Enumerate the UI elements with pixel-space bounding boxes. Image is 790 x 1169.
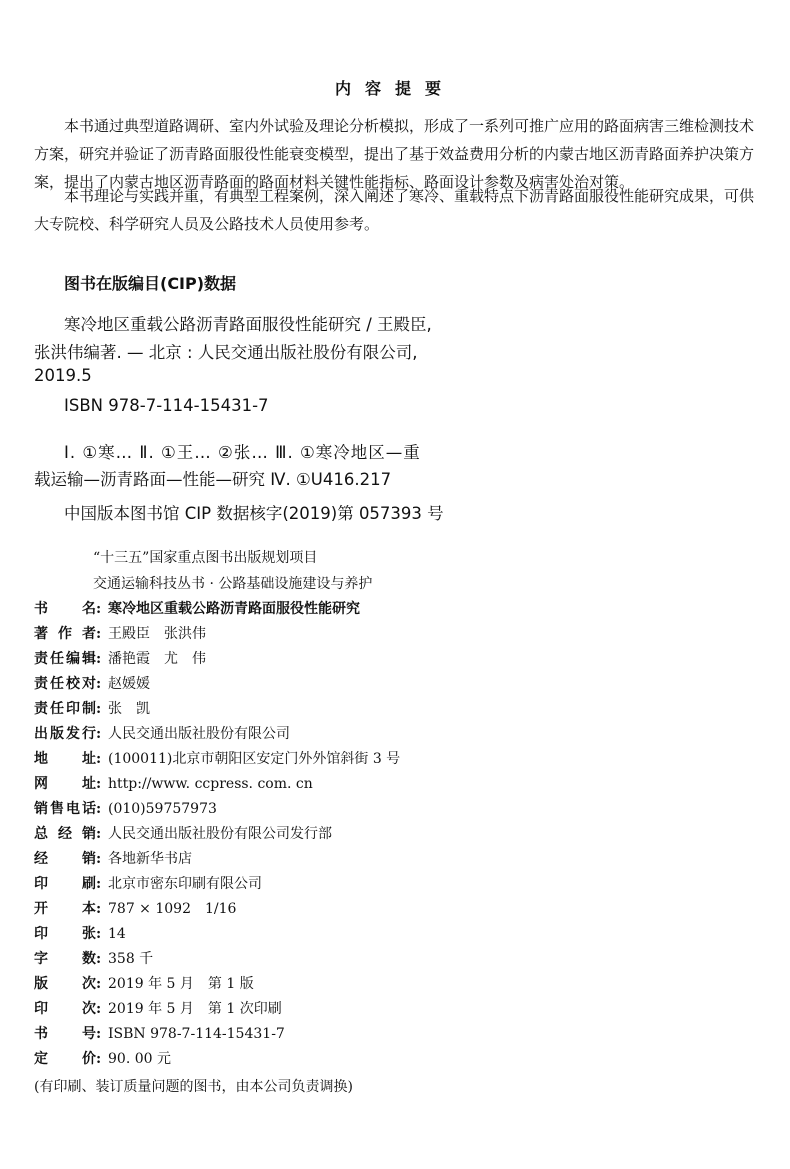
info-row-website: 网址: http://www. ccpress. com. cn bbox=[34, 776, 313, 792]
info-row-proofreader: 责任校对: 赵媛媛 bbox=[34, 676, 150, 692]
info-row-print-supervisor: 责任印制: 张 凯 bbox=[34, 701, 150, 717]
cip-line-subjects: Ⅰ. ①寒… Ⅱ. ①王… ②张… Ⅲ. ①寒冷地区—重 bbox=[64, 443, 421, 462]
cip-line-isbn: ISBN 978-7-114-15431-7 bbox=[64, 396, 269, 415]
info-row-isbn: 书号: ISBN 978-7-114-15431-7 bbox=[34, 1026, 285, 1042]
info-row-printer: 印刷: 北京市密东印刷有限公司 bbox=[34, 876, 262, 892]
info-row-address: 地址: (100011)北京市朝阳区安定门外外馆斜街 3 号 bbox=[34, 751, 401, 767]
footer-note: (有印刷、装订质量问题的图书，由本公司负责调换) bbox=[34, 1079, 353, 1095]
info-row-price: 定价: 90. 00 元 bbox=[34, 1051, 171, 1067]
info-row-editors: 责任编辑: 潘艳霞 尤 伟 bbox=[34, 651, 206, 667]
info-row-distributor: 经销: 各地新华书店 bbox=[34, 851, 192, 867]
info-row-sheets: 印张: 14 bbox=[34, 926, 126, 942]
summary-paragraph-2: 本书理论与实践并重，有典型工程案例，深入阐述了寒冷、重载特点下沥青路面服役性能研究成果，可供大专院校、科学研究人员及公路技术人员使用参考。 bbox=[34, 187, 755, 233]
info-row-printing: 印次: 2019 年 5 月 第 1 次印刷 bbox=[34, 1001, 282, 1017]
cip-line-title: 寒冷地区重载公路沥青路面服役性能研究 / 王殿臣, bbox=[64, 315, 432, 334]
info-row-title: 书名: 寒冷地区重载公路沥青路面服役性能研究 bbox=[34, 601, 360, 617]
cip-line-record-number: 中国版本图书馆 CIP 数据核字(2019)第 057393 号 bbox=[64, 504, 444, 523]
cip-line-classification: 载运输—沥青路面—性能—研究 Ⅳ. ①U416.217 bbox=[34, 470, 392, 489]
info-row-general-distributor: 总经销: 人民交通出版社股份有限公司发行部 bbox=[34, 826, 332, 842]
series-line-1: “十三五”国家重点图书出版规划项目 bbox=[93, 550, 318, 566]
info-row-sales-phone: 销售电话: (010)59757973 bbox=[34, 801, 217, 817]
cip-line-date: 2019.5 bbox=[34, 366, 92, 385]
series-line-2: 交通运输科技丛书 · 公路基础设施建设与养护 bbox=[93, 576, 373, 592]
info-row-publisher: 出版发行: 人民交通出版社股份有限公司 bbox=[34, 726, 290, 742]
summary-paragraph-1: 本书通过典型道路调研、室内外试验及理论分析模拟，形成了一系列可推广应用的路面病害三维检测技术方案，研究并验证了沥青路面服役性能衰变模型，提出了基于效益费用分析的内蒙古地区沥青路面养护决策方案，提出了内蒙古地区沥青路面的路面材料关键性能指标、路面设计参数及病害处治对策。 bbox=[34, 117, 755, 191]
summary-title: 内容提要 bbox=[334, 79, 455, 98]
info-row-word-count: 字数: 358 千 bbox=[34, 951, 154, 967]
cip-line-publisher: 张洪伟编著. — 北京 : 人民交通出版社股份有限公司, bbox=[34, 343, 418, 362]
info-row-authors: 著作者: 王殿臣 张洪伟 bbox=[34, 626, 206, 642]
info-row-edition: 版次: 2019 年 5 月 第 1 版 bbox=[34, 976, 254, 992]
info-row-format: 开本: 787 × 1092 1/16 bbox=[34, 901, 237, 917]
cip-heading: 图书在版编目(CIP)数据 bbox=[64, 274, 237, 293]
